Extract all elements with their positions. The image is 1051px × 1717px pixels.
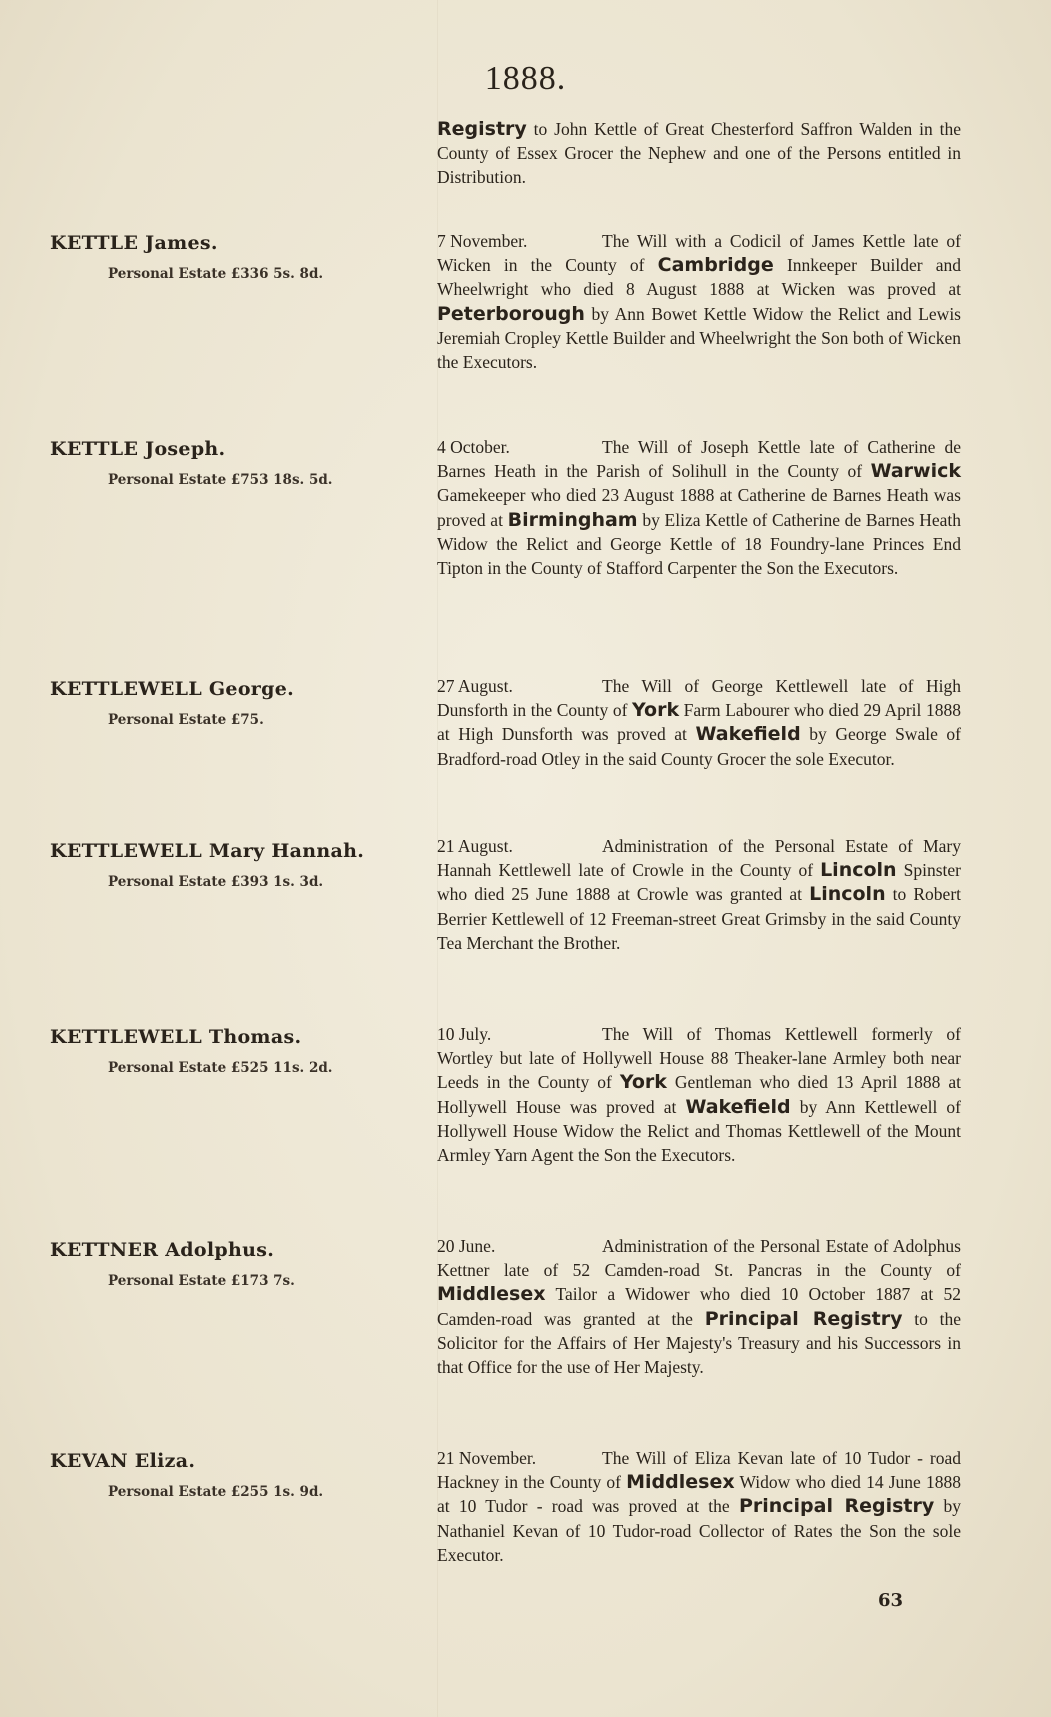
entry-surname: KETTLE [50,438,139,460]
entry-date: 7 November. [437,231,528,251]
entry-text-part: Administration of the Personal Estate of Mary Hannah Kettlewell late of Crowle in the County of [437,836,961,881]
entry-heading [50,1450,410,1500]
entry-text [437,834,961,955]
entry-place: York [619,1071,667,1094]
entry-heading [50,1026,410,1076]
entry-text-part: The Will of George Kettlewell late of High Dunsforth in the County of [437,676,961,721]
entry-name [50,840,410,862]
entry-text-part: Gentleman who died 13 April 1888 at Hollywell House was proved at [437,1072,961,1117]
entry-estate: Personal Estate £525 11s. 2d. [108,1060,333,1076]
entry-name [50,1239,410,1261]
entry-estate: Personal Estate £255 1s. 9d. [108,1484,324,1500]
entry-text [437,435,961,580]
entry-registry-place: Birmingham [507,508,638,531]
entry-registry-place: Wakefield [685,1095,791,1118]
continuation-paragraph [437,117,961,190]
entry-date: 21 November. [437,1448,537,1468]
entry-given-name: Eliza. [134,1450,196,1472]
entry-text-part: The Will of Thomas Kettlewell formerly of Wortley but late of Hollywell House 88 Theaker-lane Armley both near Leeds in the County of [437,1024,961,1093]
entry-place: Warwick [870,460,961,483]
entry-heading [50,840,410,890]
entry-place: Lincoln [820,859,897,882]
entry-registry-place: Lincoln [809,883,886,906]
entry-heading [50,1239,410,1289]
entry-text-part: by George Swale of Bradford-road Otley in the said County Grocer the sole Executor. [437,724,961,769]
entry-surname: KETTLEWELL [50,678,202,700]
continuation-lead: Registry [437,118,527,140]
page-number: 63 [878,1590,904,1611]
entry-text-part: by Nathaniel Kevan of 10 Tudor-road Collector of Rates the Son the sole Executor. [437,1496,961,1565]
entry-text-part: Tailor a Widower who died 10 October 1887 at 52 Camden-road was granted at the [437,1284,961,1329]
entry-text [437,1446,961,1567]
entry-place: York [632,699,680,722]
continuation-text: to John Kettle of Great Chesterford Saffron Walden in the County of Essex Grocer the Nephew and one of the Persons entitled in Distribution. [437,119,961,188]
entry-place: Cambridge [657,254,774,277]
entry-place: Middlesex [437,1283,546,1306]
entry-text-part: Gamekeeper who died 23 August 1888 at Catherine de Barnes Heath was proved at [437,485,961,530]
entry-text-part: Spinster who died 25 June 1888 at Crowle was granted at [437,860,961,905]
entry-estate: Personal Estate £393 1s. 3d. [108,874,324,890]
entry-date: 27 August. [437,676,513,696]
entry-name [50,1450,410,1472]
entry-registry-place: Wakefield [695,723,801,746]
entry-date: 4 October. [437,437,510,457]
entry-heading [50,438,410,488]
entry-estate: Personal Estate £173 7s. [108,1273,295,1289]
entry-surname: KETTLE [50,232,139,254]
entry-estate: Personal Estate £753 18s. 5d. [108,472,333,488]
page-year-heading: 1888. [484,60,567,97]
entry-given-name: Thomas. [208,1026,302,1048]
entry-text-part: Administration of the Personal Estate of Adolphus Kettner late of 52 Camden-road St. Pancras in the County of [437,1236,961,1281]
entry-text-part: Farm Labourer who died 29 April 1888 at High Dunsforth was proved at [437,700,961,745]
entry-registry-place: Principal Registry [704,1307,903,1330]
entry-given-name: James. [145,232,218,254]
entry-text-part: to Robert Berrier Kettlewell of 12 Freeman-street Great Grimsby in the said County Tea Merchant the Brother. [437,884,962,953]
entry-text-part: by Eliza Kettle of Catherine de Barnes Heath Widow the Relict and George Kettle of 18 Foundry-lane Princes End Tipton in the County of Stafford Carpenter the Son the Executors. [437,509,961,579]
entry-text [437,1022,961,1167]
entry-heading [50,232,410,282]
entry-surname: KEVAN [50,1450,128,1472]
entry-text-part: by Ann Bowet Kettle Widow the Relict and Lewis Jeremiah Cropley Kettle Builder and Wheelwright the Son both of Wicken the Executors. [437,303,961,373]
entry-text [437,1234,961,1379]
entry-estate: Personal Estate £75. [108,712,264,728]
entry-surname: KETTLEWELL [50,1026,202,1048]
entry-name [50,678,410,700]
entry-date: 21 August. [437,836,513,856]
entry-text-part: The Will of Joseph Kettle late of Catherine de Barnes Heath in the Parish of Solihull in the County of [437,437,961,482]
entry-text-part: to the Solicitor for the Affairs of Her Majesty's Treasury and his Successors in that Office for the use of Her Majesty. [437,1308,961,1378]
entry-name [50,1026,410,1048]
entry-heading [50,678,410,728]
entry-text [437,674,961,771]
entry-given-name: Joseph. [145,438,226,460]
entry-text-part: by Ann Kettlewell of Hollywell House Widow the Relict and Thomas Kettlewell of the Mount Armley Yarn Agent the Son the Executors. [437,1096,962,1166]
entry-name [50,438,410,460]
entry-surname: KETTLEWELL [50,840,202,862]
entry-surname: KETTNER [50,1239,159,1261]
entry-text-part: Innkeeper Builder and Wheelwright who died 8 August 1888 at Wicken was proved at [437,255,961,300]
entry-given-name: Adolphus. [165,1239,275,1261]
entry-registry-place: Principal Registry [738,1495,935,1518]
entry-date: 10 July. [437,1024,492,1044]
entry-text-part: The Will of Eliza Kevan late of 10 Tudor - road Hackney in the County of [437,1448,961,1493]
entry-registry-place: Peterborough [437,302,585,325]
entry-name [50,232,410,254]
entry-given-name: Mary Hannah. [208,840,365,862]
entry-text-part: Widow who died 14 June 1888 at 10 Tudor - road was proved at the [437,1472,961,1517]
entry-estate: Personal Estate £336 5s. 8d. [108,266,324,282]
entry-given-name: George. [208,678,294,700]
entry-text-part: The Will with a Codicil of James Kettle late of Wicken in the County of [437,231,961,276]
entry-date: 20 June. [437,1236,496,1256]
entry-text [437,229,961,374]
entry-place: Middlesex [626,1471,735,1494]
